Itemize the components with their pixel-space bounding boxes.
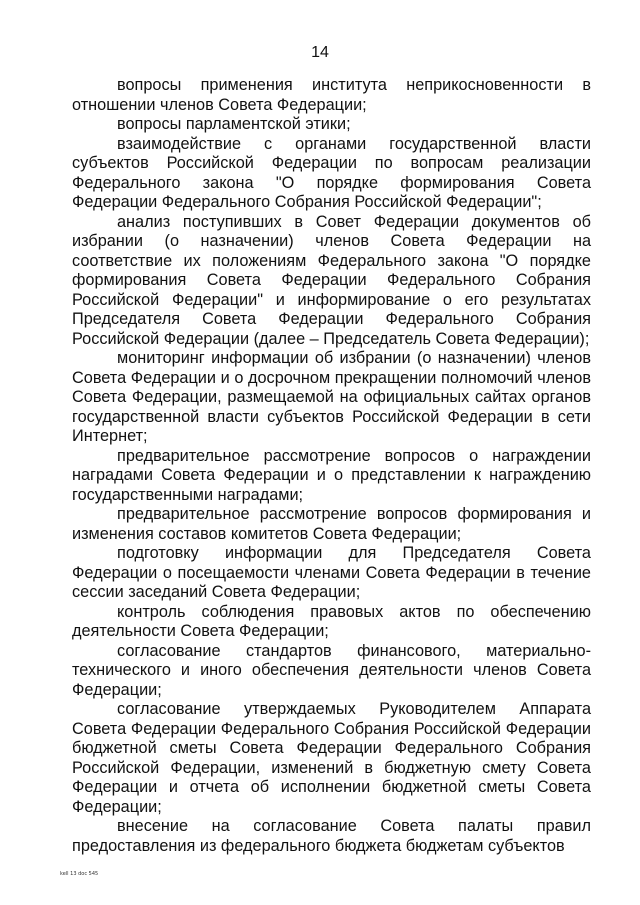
document-body [72, 76, 591, 856]
paragraph: контроль соблюдения правовых актов по обеспечению деятельности Совета Федерации; [72, 602, 591, 640]
paragraph: согласование стандартов финансового, материально-технического и иного обеспечения деятельности членов Совета Федерации; [72, 641, 591, 699]
paragraph: вопросы применения института неприкосновенности в отношении членов Совета Федерации; [72, 76, 591, 114]
paragraph: согласование утверждаемых Руководителем Аппарата Совета Федерации Федерального Собрания Российской Федерации бюджетной сметы Совета Федерации Федерального Собрания Российской Федерации, изменений в бюджетную смету Совета Федерации и отчета об исполнении бюджетной сметы Совета Федерации; [72, 700, 591, 816]
paragraph: мониторинг информации об избрании (о назначении) членов Совета Федерации и о досрочном прекращении полномочий членов Совета Федерации, размещаемой на официальных сайтах органов государственной власти субъектов Российской Федерации в сети Интернет; [72, 349, 591, 445]
paragraph: подготовку информации для Председателя Совета Федерации о посещаемости членами Совета Федерации в течение сессии заседаний Совета Федерации; [72, 544, 591, 601]
paragraph: предварительное рассмотрение вопросов формирования и изменения составов комитетов Совета Федерации; [72, 505, 591, 543]
paragraph: внесение на согласование Совета палаты правил предоставления из федерального бюджета бюджетам субъектов [72, 817, 591, 855]
page-number: 14 [311, 44, 329, 61]
paragraph: анализ поступивших в Совет Федерации документов об избрании (о назначении) членов Совета Федерации на соответствие их положениям Федерального закона "О порядке формирования Совета Федерации Федерального Собрания Российской Федерации" и информирование о его результатах Председателя Совета Федерации Федерального Собрания Российской Федерации (далее – Председатель Совета Федерации); [72, 212, 591, 348]
paragraph: вопросы парламентской этики; [117, 115, 351, 133]
paragraph: предварительное рассмотрение вопросов о награждении наградами Совета Федерации и о представлении к награждению государственными наградами; [72, 446, 591, 504]
paragraph: взаимодействие с органами государственной власти субъектов Российской Федерации по вопросам реализации Федерального закона "О порядке формирования Совета Федерации Федерального Собрания Российской Федерации"; [72, 134, 591, 211]
footer-doc-code: kell 13 doc 545 [60, 871, 99, 877]
